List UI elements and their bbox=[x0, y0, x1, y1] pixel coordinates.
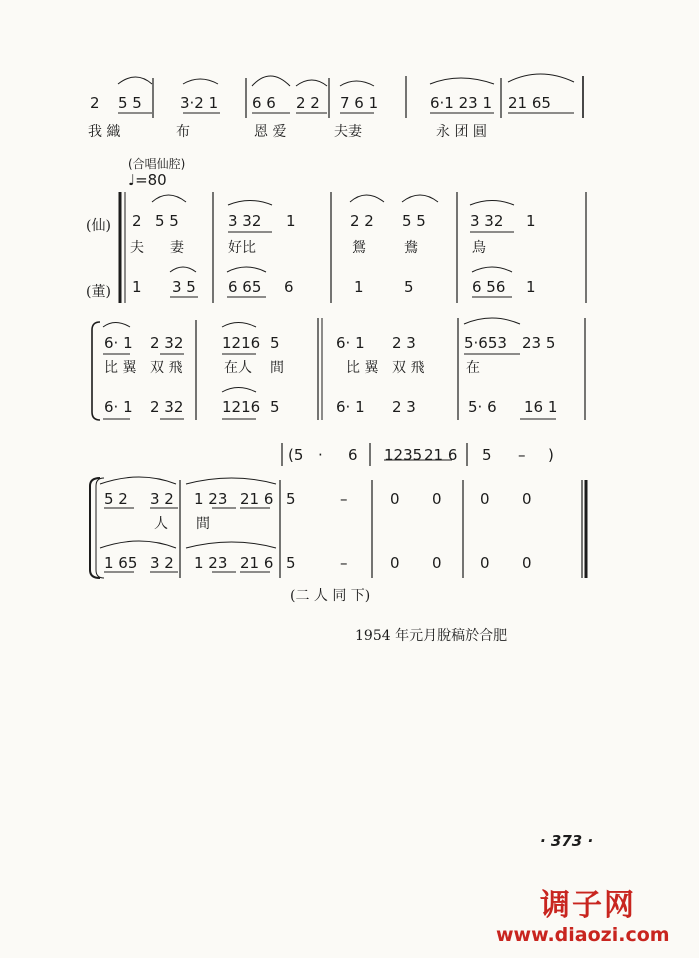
note: – bbox=[340, 490, 348, 508]
note: 1 bbox=[132, 278, 142, 296]
lyric: 好比 bbox=[228, 240, 256, 256]
note: 6·1 23 1 bbox=[430, 94, 493, 112]
singer-label-dong: (董) bbox=[86, 284, 111, 300]
note: 5· 6 bbox=[468, 398, 497, 416]
note: 2 bbox=[132, 212, 142, 230]
singer-label-xian: (仙) bbox=[86, 218, 111, 234]
note: – bbox=[340, 554, 348, 572]
note: 5 2 bbox=[104, 490, 128, 508]
note: 5 bbox=[286, 554, 296, 572]
note: 1 bbox=[526, 278, 536, 296]
note: 1 23 bbox=[194, 490, 228, 508]
interlude-note: (5 bbox=[288, 446, 304, 464]
lyric: 間 bbox=[196, 516, 210, 532]
lyric: 在 bbox=[466, 360, 480, 376]
note: 1216 bbox=[222, 398, 261, 416]
interlude-note: 21 6 bbox=[424, 446, 458, 464]
lyric: 比 翼 bbox=[346, 360, 379, 376]
note: 1 65 bbox=[104, 554, 138, 572]
note: 23 5 bbox=[522, 334, 556, 352]
note: 6 bbox=[284, 278, 294, 296]
note: 6 6 bbox=[252, 94, 276, 112]
note: 2 2 bbox=[350, 212, 374, 230]
note: 0 bbox=[522, 490, 532, 508]
interlude-note: – bbox=[518, 446, 526, 464]
vocal-annotation: (合唱仙腔) bbox=[128, 157, 186, 171]
note: 6 65 bbox=[228, 278, 262, 296]
lyric: 妻 bbox=[170, 240, 184, 256]
note: 3 2 bbox=[150, 490, 174, 508]
lyric: 双 飛 bbox=[150, 360, 183, 376]
note: 7 6 1 bbox=[340, 94, 379, 112]
note: 5 bbox=[270, 398, 280, 416]
lyric: 鴦 bbox=[404, 240, 418, 256]
lyric: 夫 bbox=[130, 240, 144, 256]
note: 1 bbox=[286, 212, 296, 230]
note: 5 bbox=[270, 334, 280, 352]
lyric: 鴛 bbox=[352, 240, 366, 256]
note: 6· 1 bbox=[336, 398, 365, 416]
note: 5 5 bbox=[155, 212, 179, 230]
note: 5 bbox=[286, 490, 296, 508]
interlude-note: ) bbox=[548, 446, 554, 464]
note: 5 bbox=[404, 278, 414, 296]
note: 6· 1 bbox=[104, 398, 133, 416]
note: 21 6 bbox=[240, 490, 274, 508]
note: 0 bbox=[522, 554, 532, 572]
note: 0 bbox=[432, 554, 442, 572]
watermark-brand: 调子网 bbox=[540, 888, 636, 923]
lyric: 鳥 bbox=[472, 240, 486, 256]
note: 3 5 bbox=[172, 278, 196, 296]
interlude-note: 6 bbox=[348, 446, 358, 464]
note: 3 2 bbox=[150, 554, 174, 572]
lyric: 布 bbox=[176, 124, 190, 140]
note: 2 bbox=[90, 94, 100, 112]
note: 21 6 bbox=[240, 554, 274, 572]
lyric: 在人 bbox=[224, 360, 252, 376]
note: 1 bbox=[526, 212, 536, 230]
note: 0 bbox=[390, 490, 400, 508]
note: 0 bbox=[480, 554, 490, 572]
page-number: · 373 · bbox=[540, 832, 594, 850]
note: 6· 1 bbox=[104, 334, 133, 352]
note: 2 3 bbox=[392, 398, 416, 416]
note: 0 bbox=[390, 554, 400, 572]
note: 6· 1 bbox=[336, 334, 365, 352]
note: 1 bbox=[354, 278, 364, 296]
note: 3 32 bbox=[228, 212, 262, 230]
note: 2 3 bbox=[392, 334, 416, 352]
interlude-note: · bbox=[318, 446, 323, 464]
lyric: 人 bbox=[154, 516, 168, 532]
note: 1216 bbox=[222, 334, 261, 352]
note: 16 1 bbox=[524, 398, 558, 416]
lyric: 比 翼 bbox=[104, 360, 137, 376]
note: 5 5 bbox=[118, 94, 142, 112]
interlude-note: 1235 bbox=[384, 446, 423, 464]
watermark-url: www.diaozi.com bbox=[496, 924, 670, 946]
note: 2 32 bbox=[150, 398, 184, 416]
note: 0 bbox=[432, 490, 442, 508]
lyric: 間 bbox=[270, 360, 284, 376]
note: 2 32 bbox=[150, 334, 184, 352]
completion-note: 1954 年元月脫稿於合肥 bbox=[355, 628, 508, 644]
note: 6 56 bbox=[472, 278, 506, 296]
lyric: 双 飛 bbox=[392, 360, 425, 376]
note: 21 65 bbox=[508, 94, 551, 112]
lyric: 我 織 bbox=[88, 124, 121, 140]
note: 5 5 bbox=[402, 212, 426, 230]
tempo-marking: ♩=80 bbox=[128, 171, 167, 189]
note: 0 bbox=[480, 490, 490, 508]
lyric: 夫妻 bbox=[334, 124, 362, 140]
note: 3·2 1 bbox=[180, 94, 219, 112]
stage-direction: (二 人 同 下) bbox=[290, 588, 371, 604]
lyric: 恩 爱 bbox=[254, 124, 287, 140]
note: 1 23 bbox=[194, 554, 228, 572]
interlude-note: 5 bbox=[482, 446, 492, 464]
lyric: 永 团 圓 bbox=[436, 124, 487, 140]
note: 5·653 bbox=[464, 334, 507, 352]
note: 2 2 bbox=[296, 94, 320, 112]
note: 3 32 bbox=[470, 212, 504, 230]
